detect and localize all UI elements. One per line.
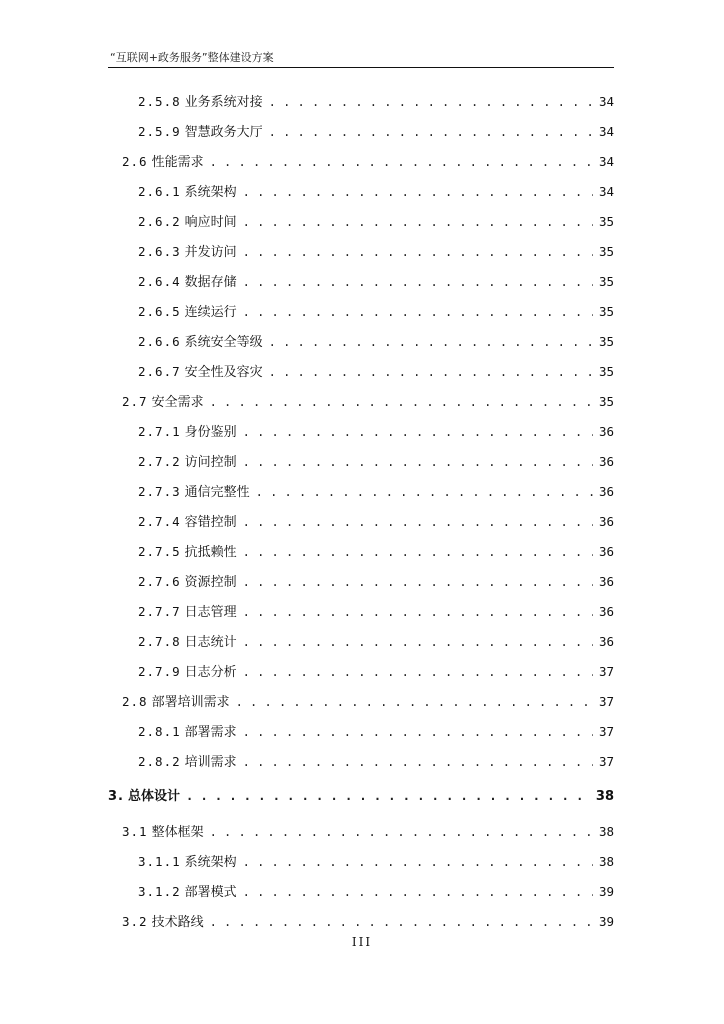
toc-entry-title: 系统安全等级 xyxy=(184,335,263,350)
toc-entry[interactable] xyxy=(138,452,614,472)
toc-entry-title: 并发访问 xyxy=(184,245,237,260)
toc-entry-title: 业务系统对接 xyxy=(184,95,263,110)
running-header: “互联网+政务服务”整体建设方案 xyxy=(110,51,274,64)
toc-entry-number: 2.6.4 xyxy=(138,274,181,289)
toc-entry-number: 2.7.3 xyxy=(138,484,181,499)
toc-dot-leader xyxy=(243,852,593,872)
toc-entry-title: 日志统计 xyxy=(184,635,237,650)
toc-dot-leader xyxy=(210,822,593,842)
toc-entry-number: 2.6.7 xyxy=(138,364,181,379)
toc-entry-title: 安全需求 xyxy=(151,395,204,410)
toc-entry[interactable] xyxy=(122,392,614,412)
toc-entry-title: 资源控制 xyxy=(184,575,237,590)
toc-entry-number: 3.1.1 xyxy=(138,854,181,869)
toc-entry-page: 35 xyxy=(598,274,614,289)
toc-dot-leader xyxy=(210,392,593,412)
toc-entry-title: 技术路线 xyxy=(151,915,204,930)
toc-entry[interactable] xyxy=(138,242,614,262)
toc-entry-number: 2.6.6 xyxy=(138,334,181,349)
toc-entry[interactable] xyxy=(138,852,614,872)
toc-entry-number: 3.2 xyxy=(122,914,148,929)
toc-entry-title: 身份鉴别 xyxy=(184,425,237,440)
toc-entry-number: 2.7.7 xyxy=(138,604,181,619)
toc-entry-number: 2.6.5 xyxy=(138,304,181,319)
toc-entry-title: 整体框架 xyxy=(151,825,204,840)
toc-entry-page: 36 xyxy=(598,454,614,469)
toc-entry-page: 35 xyxy=(598,244,614,259)
toc-entry[interactable] xyxy=(138,362,614,382)
toc-dot-leader xyxy=(243,272,593,292)
toc-entry-number: 2.7.9 xyxy=(138,664,181,679)
toc-entry-title: 容错控制 xyxy=(184,515,237,530)
toc-entry-number: 2.7.2 xyxy=(138,454,181,469)
toc-entry-title: 访问控制 xyxy=(184,455,237,470)
toc-entry-title: 培训需求 xyxy=(184,755,237,770)
toc-entry-title: 数据存储 xyxy=(184,275,237,290)
toc-entry[interactable] xyxy=(122,822,614,842)
toc-dot-leader xyxy=(269,92,593,112)
toc-entry-number: 2.7 xyxy=(122,394,148,409)
toc-entry-title: 智慧政务大厅 xyxy=(184,125,263,140)
toc-dot-leader xyxy=(269,332,593,352)
toc-entry[interactable] xyxy=(138,512,614,532)
toc-entry[interactable] xyxy=(138,722,614,742)
toc-entry-number: 2.6.2 xyxy=(138,214,181,229)
toc-entry-title: 部署模式 xyxy=(184,885,237,900)
toc-entry-title: 部署需求 xyxy=(184,725,237,740)
toc-entry[interactable] xyxy=(138,332,614,352)
toc-dot-leader xyxy=(210,152,593,172)
toc-entry-number: 2.8.2 xyxy=(138,754,181,769)
toc-entry-title: 安全性及容灾 xyxy=(184,365,263,380)
toc-entry-page: 38 xyxy=(598,854,614,869)
toc-entry[interactable] xyxy=(138,482,614,502)
toc-entry[interactable] xyxy=(122,152,614,172)
toc-dot-leader xyxy=(243,572,593,592)
toc-dot-leader xyxy=(243,662,593,682)
toc-entry-page: 34 xyxy=(598,184,614,199)
toc-entry-number: 2.7.5 xyxy=(138,544,181,559)
toc-entry-page: 38 xyxy=(598,824,614,839)
toc-entry-page: 35 xyxy=(598,394,614,409)
toc-entry-page: 34 xyxy=(598,154,614,169)
toc-dot-leader xyxy=(243,182,593,202)
toc-entry[interactable] xyxy=(138,542,614,562)
toc-entry-title: 性能需求 xyxy=(151,155,204,170)
toc-entry[interactable] xyxy=(138,882,614,902)
toc-entry-number: 2.8.1 xyxy=(138,724,181,739)
toc-dot-leader xyxy=(243,602,593,622)
toc-entry[interactable] xyxy=(138,182,614,202)
toc-entry-page: 36 xyxy=(598,484,614,499)
toc-dot-leader xyxy=(243,422,593,442)
toc-dot-leader xyxy=(269,362,593,382)
toc-entry-number: 2.7.6 xyxy=(138,574,181,589)
toc-entry-page: 36 xyxy=(598,634,614,649)
toc-entry-title: 系统架构 xyxy=(184,855,237,870)
toc-entry-number: 2.8 xyxy=(122,694,148,709)
toc-dot-leader xyxy=(243,632,593,652)
toc-dot-leader xyxy=(243,302,593,322)
toc-entry-page: 35 xyxy=(598,214,614,229)
toc-entry-number: 2.5.8 xyxy=(138,94,181,109)
toc-dot-leader xyxy=(243,722,593,742)
toc-entry-page: 35 xyxy=(598,364,614,379)
toc-entry-title: 部署培训需求 xyxy=(151,695,230,710)
toc-entry-title: 通信完整性 xyxy=(184,485,250,500)
header-rule xyxy=(108,67,614,68)
toc-entry[interactable] xyxy=(138,422,614,442)
toc-dot-leader xyxy=(236,692,593,712)
toc-entry-number: 2.6 xyxy=(122,154,148,169)
toc-entry[interactable] xyxy=(138,272,614,292)
toc-entry-page: 37 xyxy=(598,724,614,739)
toc-entry-number: 3. xyxy=(108,789,124,804)
toc-entry-page: 35 xyxy=(598,334,614,349)
toc-entry-title: 抗抵赖性 xyxy=(184,545,237,560)
toc-entry-number: 2.6.1 xyxy=(138,184,181,199)
toc-dot-leader xyxy=(210,912,593,932)
toc-entry-title: 系统架构 xyxy=(184,185,237,200)
toc-entry[interactable] xyxy=(138,92,614,112)
toc-entry[interactable] xyxy=(108,786,614,806)
toc-entry-page: 36 xyxy=(598,544,614,559)
toc-dot-leader xyxy=(186,786,590,806)
toc-entry-number: 3.1 xyxy=(122,824,148,839)
toc-entry-title: 日志分析 xyxy=(184,665,237,680)
toc-entry[interactable] xyxy=(138,212,614,232)
toc-entry-number: 2.5.9 xyxy=(138,124,181,139)
toc-entry-page: 37 xyxy=(598,694,614,709)
toc-entry[interactable] xyxy=(138,302,614,322)
toc-entry-number: 2.6.3 xyxy=(138,244,181,259)
toc-dot-leader xyxy=(243,452,593,472)
toc-dot-leader xyxy=(243,242,593,262)
toc-entry-number: 2.7.4 xyxy=(138,514,181,529)
toc-entry-page: 39 xyxy=(598,884,614,899)
toc-entry[interactable] xyxy=(138,572,614,592)
toc-entry-title: 日志管理 xyxy=(184,605,237,620)
toc-entry[interactable] xyxy=(138,752,614,772)
toc-entry-page: 38 xyxy=(595,789,614,804)
toc-entry-page: 36 xyxy=(598,514,614,529)
toc-entry-number: 3.1.2 xyxy=(138,884,181,899)
toc-entry-page: 36 xyxy=(598,424,614,439)
toc-entry-page: 37 xyxy=(598,664,614,679)
toc-entry[interactable] xyxy=(138,122,614,142)
toc-entry-page: 37 xyxy=(598,754,614,769)
toc-entry-title: 连续运行 xyxy=(184,305,237,320)
toc-entry[interactable] xyxy=(138,602,614,622)
toc-dot-leader xyxy=(269,122,593,142)
toc-entry-page: 35 xyxy=(598,304,614,319)
toc-entry-title: 总体设计 xyxy=(127,789,180,804)
toc-entry-page: 36 xyxy=(598,604,614,619)
toc-entry-page: 34 xyxy=(598,124,614,139)
toc-entry-page: 34 xyxy=(598,94,614,109)
toc-dot-leader xyxy=(243,752,593,772)
toc-entry-page: 36 xyxy=(598,574,614,589)
toc-dot-leader xyxy=(256,482,593,502)
toc-entry[interactable] xyxy=(122,912,614,932)
toc-dot-leader xyxy=(243,542,593,562)
toc-entry-title: 响应时间 xyxy=(184,215,237,230)
toc-entry[interactable] xyxy=(138,662,614,682)
toc-entry-page: 39 xyxy=(598,914,614,929)
toc-entry[interactable] xyxy=(138,632,614,652)
toc-entry-number: 2.7.8 xyxy=(138,634,181,649)
toc-entry-number: 2.7.1 xyxy=(138,424,181,439)
toc-dot-leader xyxy=(243,512,593,532)
toc-dot-leader xyxy=(243,212,593,232)
toc-entry[interactable] xyxy=(122,692,614,712)
toc-dot-leader xyxy=(243,882,593,902)
page-number: III xyxy=(351,935,373,949)
